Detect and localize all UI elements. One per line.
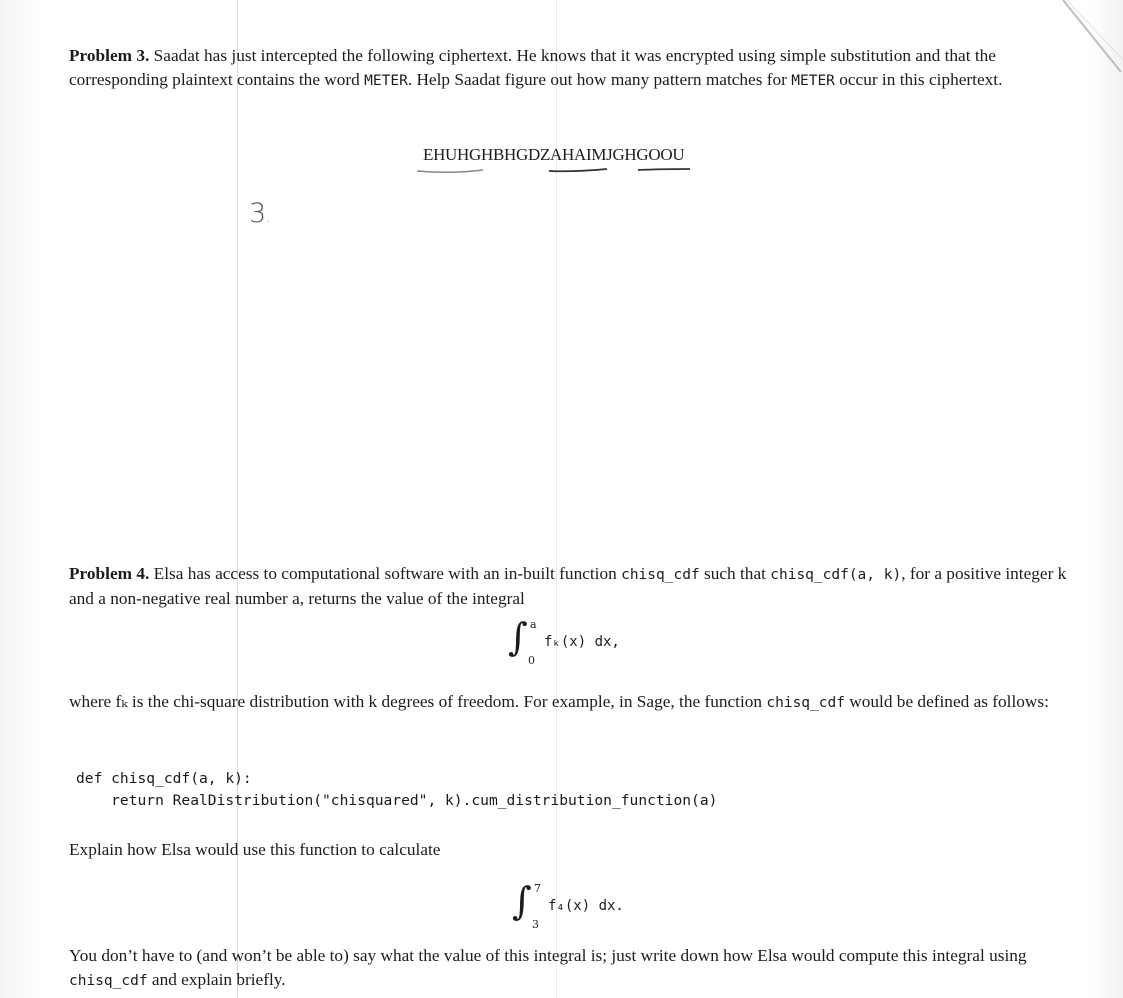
- function-name: chisq_cdf: [69, 973, 148, 989]
- integral-formula-1: [508, 615, 648, 670]
- function-call: chisq_cdf(a, k): [770, 567, 902, 583]
- problem-3-text: occur in this ciphertext.: [839, 70, 1003, 89]
- code-line: def chisq_cdf(a, k):: [76, 770, 252, 787]
- ciphertext: EHUHGHBHGDZAHAIMJGHGOOU: [423, 145, 685, 164]
- integral-body: fₖ(x) dx,: [544, 634, 620, 650]
- problem-3-text: . Help Saadat figure out how many pattern matches for: [407, 70, 787, 89]
- problem-4-closing: [69, 944, 1069, 993]
- integral-formula-2: [512, 879, 652, 934]
- problem-4-statement: [69, 562, 1069, 611]
- problem-4-text: where fₖ is the chi-square distribution with k degrees of freedom. For example, in Sage, the function: [69, 692, 763, 711]
- keyword-meter: METER: [791, 73, 835, 89]
- problem-4-where: [69, 690, 1069, 715]
- problem-4-text: You don’t have to (and won’t be able to) say what the value of this integral is; just write down how Elsa would compute this integral using: [69, 946, 1027, 965]
- problem-4-text: such that: [704, 564, 766, 583]
- problem-3-text: Saadat has just intercepted the following ciphertext. He knows that it was encrypted using simple substitution and that the corresponding plaintext contains the word: [69, 46, 996, 89]
- problem-4-text: Explain how Elsa would use this function to calculate: [69, 840, 441, 859]
- keyword-meter: METER: [364, 73, 408, 89]
- integral-upper-limit: a: [530, 618, 537, 631]
- code-block: [76, 768, 717, 812]
- integral-lower-limit: 0: [528, 654, 535, 667]
- integral-upper-limit: 7: [534, 882, 541, 895]
- problem-4-text: and explain briefly.: [151, 970, 286, 989]
- function-name: chisq_cdf: [766, 695, 845, 711]
- function-name: chisq_cdf: [621, 567, 700, 583]
- integral-sign: ∫: [508, 615, 528, 659]
- problem-4-label: Problem 4.: [69, 564, 150, 583]
- integral-lower-limit: 3: [532, 918, 539, 931]
- problem-4-text: would be defined as follows:: [849, 692, 1049, 711]
- code-line: return RealDistribution("chisquared", k).cum_distribution_function(a): [76, 792, 718, 809]
- problem-4-explain: [69, 838, 1069, 862]
- problem-3-label: Problem 3.: [69, 46, 150, 65]
- problem-3-statement: [69, 44, 1069, 93]
- problem-4-text: Elsa has access to computational software with an in-built function: [153, 564, 617, 583]
- integral-body: f₄(x) dx.: [548, 898, 624, 914]
- integral-sign: ∫: [512, 879, 532, 923]
- handwritten-answer: 3.: [249, 198, 271, 229]
- problem-4-text: , for a positive integer k and a non-negative real number a, returns the value of the integral: [69, 564, 1067, 608]
- handwritten-underlines: [405, 165, 725, 181]
